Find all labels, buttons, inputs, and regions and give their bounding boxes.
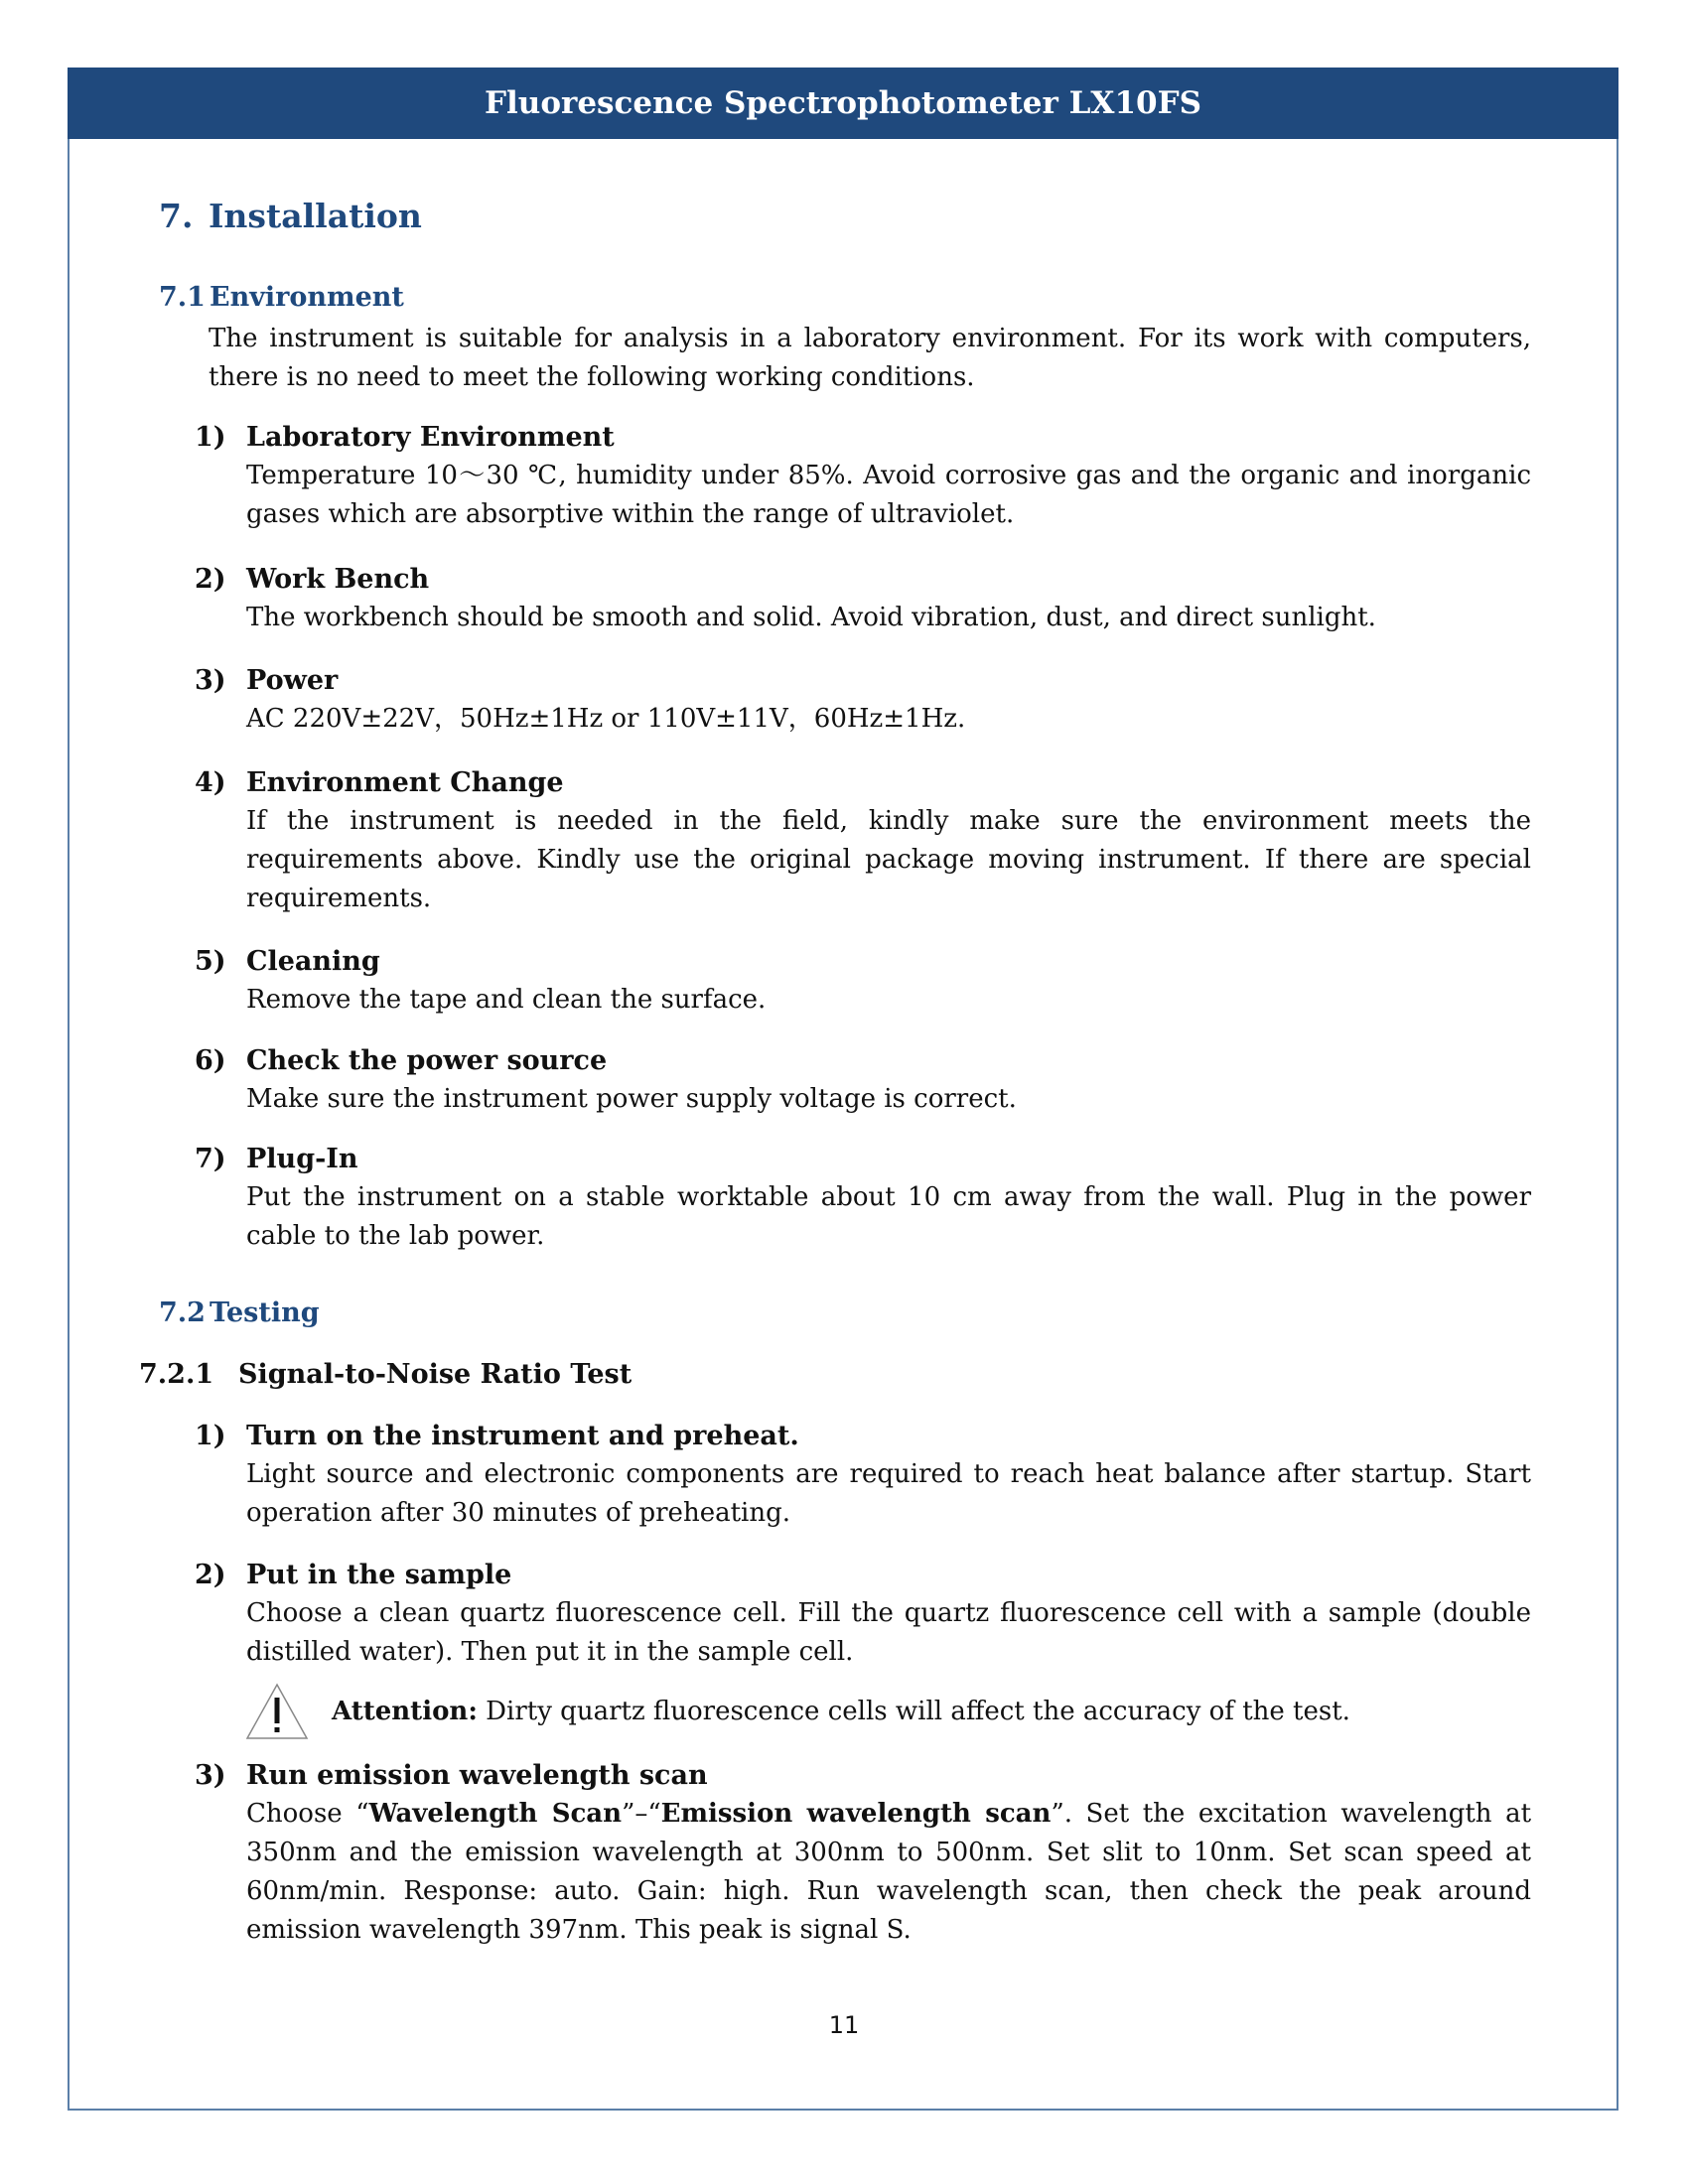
item-body: Light source and electronic components are required to reach heat balance after startup. Start operation after 30 minutes of preheating. [246,1459,1531,1528]
list-item [195,943,1531,1020]
item-body: Temperature 10～30 ℃, humidity under 85%. Avoid corrosive gas and the organic and inorganic gases which are absorptive within the range of ultraviolet. [246,461,1531,529]
item-number: 7) [195,1144,226,1174]
item-title: Laboratory Environment [246,422,615,453]
item-title: Put in the sample [246,1560,512,1590]
item-number: 3) [195,665,226,696]
body-text: ”. Set the excitation wavelength at 350nm and the emission wavelength at 300nm to 500nm. Set slit to 10nm. Set scan speed at 60nm/min. Response: auto. Gain: high. Run wavelength scan, then check the peak around emission wavelength 397nm. This peak is signal S. [246,1799,1532,1945]
list-item [195,1557,1531,1672]
list-item [195,561,1531,637]
item-number: 4) [195,767,226,798]
list-item [195,419,1531,534]
attention-label: Attention: [332,1697,478,1726]
section-number: 7. [159,197,194,235]
body-text: Choose “ [246,1799,369,1829]
item-title: Power [246,665,339,696]
item-number: 2) [195,564,226,595]
item-number: 3) [195,1760,226,1791]
menu-name-wavelength-scan: Wavelength Scan [368,1799,623,1829]
list-item [195,764,1531,918]
item-body: Choose a clean quartz fluorescence cell. Fill the quartz fluorescence cell with a sample (double distilled water). Then put it in the sample cell. [246,1598,1531,1667]
item-title: Environment Change [246,767,564,798]
subsubsection-title: Signal-to-Noise Ratio Test [238,1359,633,1390]
item-body: The workbench should be smooth and solid. Avoid vibration, dust, and direct sunlight. [246,603,1376,632]
item-title: Work Bench [246,564,430,595]
item-number: 5) [195,946,226,977]
section-heading [159,197,422,235]
environment-intro: The instrument is suitable for analysis in a laboratory environment. For its work with computers, there is no need to meet the following working conditions. [209,324,1531,392]
body-text: ”–“ [622,1799,661,1829]
item-body: If the instrument is needed in the field, kindly make sure the environment meets the requirements above. Kindly use the original package moving instrument. If there are special requirements. [246,806,1531,913]
menu-name-emission-scan: Emission wavelength scan [660,1799,1052,1829]
subsubsection-heading [139,1359,632,1390]
item-title: Turn on the instrument and preheat. [246,1421,799,1451]
page-number: 11 [828,2011,860,2039]
item-title: Run emission wavelength scan [246,1760,708,1791]
list-item [195,662,1531,739]
item-body: Remove the tape and clean the surface. [246,985,767,1015]
subsection-title: Environment [209,282,404,313]
subsection-heading-environment [159,282,404,313]
item-title: Check the power source [246,1045,608,1076]
document-title: Fluorescence Spectrophotometer LX10FS [485,85,1201,121]
list-item [195,1141,1531,1256]
warning-triangle-icon [244,1682,310,1741]
section-title: Installation [209,197,422,235]
item-body: Make sure the instrument power supply voltage is correct. [246,1084,1017,1114]
item-body: AC 220V±22V，50Hz±1Hz or 110V±11V，60Hz±1Hz. [246,704,966,734]
item-title: Plug-In [246,1144,358,1174]
subsection-heading-testing [159,1297,320,1328]
attention-note [244,1682,1535,1741]
item-number: 6) [195,1045,226,1076]
list-item [195,1042,1531,1119]
subsection-number: 7.1 [159,282,206,313]
item-number: 2) [195,1560,226,1590]
item-number: 1) [195,422,226,453]
list-item [195,1418,1531,1533]
item-number: 1) [195,1421,226,1451]
item-body [246,1795,1531,1950]
attention-text: Dirty quartz fluorescence cells will affect the accuracy of the test. [477,1697,1350,1726]
subsection-title: Testing [209,1297,320,1328]
list-item [195,1757,1531,1950]
subsubsection-number: 7.2.1 [139,1359,214,1390]
item-body: Put the instrument on a stable worktable about 10 cm away from the wall. Plug in the power cable to the lab power. [246,1182,1531,1251]
document-header [68,68,1618,139]
subsection-number: 7.2 [159,1297,206,1328]
item-title: Cleaning [246,946,380,977]
